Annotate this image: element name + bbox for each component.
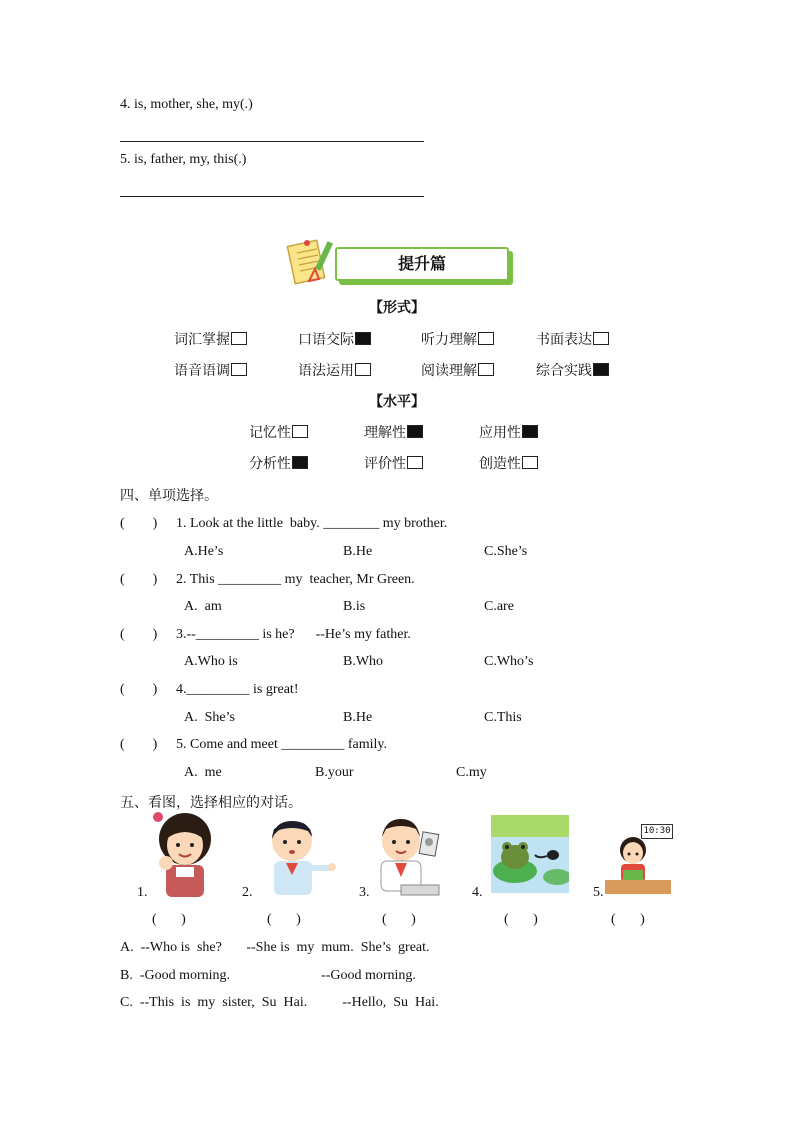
part5-title: 五、看图，选择相应的对话。 — [120, 795, 302, 811]
checkbox[interactable] — [522, 456, 538, 469]
answer-line-4[interactable] — [120, 141, 424, 142]
section-header — [289, 237, 513, 287]
checkbox[interactable] — [231, 363, 247, 376]
level-item-3[interactable]: 分析性 — [249, 453, 308, 473]
q4-option-c[interactable]: C.This — [484, 710, 522, 725]
picture-1-paren[interactable]: ( ) — [152, 912, 186, 927]
clock-display: 10:30 — [641, 824, 673, 839]
q3-stem: 3.--_________ is he? --He’s my father. — [176, 627, 411, 642]
q3-option-b[interactable]: B.Who — [343, 654, 384, 669]
picture-4-paren[interactable]: ( ) — [504, 912, 538, 927]
q5-option-c[interactable]: C.my — [456, 765, 487, 780]
picture-1-number: 1. — [137, 885, 148, 900]
checkbox-checked[interactable] — [355, 332, 371, 345]
q1-stem: 1. Look at the little baby. ________ my brother. — [176, 516, 448, 531]
form-label: 【形式】 — [369, 300, 425, 316]
dialogue-option-c: C. --This is my sister, Su Hai. --Hello, Su Hai. — [120, 995, 439, 1010]
q4-option-a[interactable]: A. She’s — [184, 710, 235, 725]
q2-option-a[interactable]: A. am — [184, 599, 222, 614]
answer-line-5[interactable] — [120, 196, 424, 197]
q4-option-b[interactable]: B.He — [343, 710, 373, 725]
q2-option-c[interactable]: C.are — [484, 599, 514, 614]
section-title: 提升篇 — [397, 254, 446, 273]
picture-5-paren[interactable]: ( ) — [611, 912, 645, 927]
q2-option-b[interactable]: B.is — [343, 599, 366, 614]
q4-stem: 4._________ is great! — [176, 682, 299, 697]
level-item-0[interactable]: 记忆性 — [249, 422, 308, 442]
checkbox[interactable] — [593, 332, 609, 345]
part4-title: 四、单项选择。 — [120, 488, 218, 504]
form-item-2[interactable]: 听力理解 — [421, 329, 494, 349]
question-5-text: 5. is, father, my, this(.) — [120, 152, 247, 167]
level-label: 【水平】 — [369, 394, 425, 410]
q2-stem: 2. This _________ my teacher, Mr Green. — [176, 572, 415, 587]
form-item-4[interactable]: 语音语调 — [174, 360, 247, 380]
q1-paren[interactable]: ( ) — [120, 516, 158, 531]
level-item-4[interactable]: 评价性 — [364, 453, 423, 473]
q5-paren[interactable]: ( ) — [120, 737, 158, 752]
q5-stem: 5. Come and meet _________ family. — [176, 737, 387, 752]
q3-option-a[interactable]: A.Who is — [184, 654, 238, 669]
q5-option-a[interactable]: A. me — [184, 765, 222, 780]
form-item-3[interactable]: 书面表达 — [536, 329, 609, 349]
form-item-5[interactable]: 语法运用 — [298, 360, 371, 380]
q1-option-b[interactable]: B.He — [343, 544, 373, 559]
checkbox[interactable] — [355, 363, 371, 376]
checkbox-checked[interactable] — [407, 425, 423, 438]
checkbox[interactable] — [292, 425, 308, 438]
q3-option-c[interactable]: C.Who’s — [484, 654, 534, 669]
level-item-1[interactable]: 理解性 — [364, 422, 423, 442]
checkbox-checked[interactable] — [292, 456, 308, 469]
form-item-6[interactable]: 阅读理解 — [421, 360, 494, 380]
q4-paren[interactable]: ( ) — [120, 682, 158, 697]
q5-option-b[interactable]: B.your — [315, 765, 354, 780]
q1-option-c[interactable]: C.She’s — [484, 544, 528, 559]
level-item-2[interactable]: 应用性 — [479, 422, 538, 442]
checkbox[interactable] — [478, 332, 494, 345]
checkbox[interactable] — [478, 363, 494, 376]
boy-with-photo-picture — [371, 815, 441, 897]
picture-3-number: 3. — [359, 885, 370, 900]
picture-2-paren[interactable]: ( ) — [267, 912, 301, 927]
level-item-5[interactable]: 创造性 — [479, 453, 538, 473]
form-item-0[interactable]: 词汇掌握 — [174, 329, 247, 349]
q3-paren[interactable]: ( ) — [120, 627, 158, 642]
frog-pond-picture — [491, 815, 569, 893]
dialogue-option-a: A. --Who is she? --She is my mum. She’s great. — [120, 940, 430, 955]
checkbox-checked[interactable] — [593, 363, 609, 376]
q1-option-a[interactable]: A.He’s — [184, 544, 224, 559]
question-4-text: 4. is, mother, she, my(.) — [120, 97, 253, 112]
checkbox[interactable] — [231, 332, 247, 345]
girl-waving-picture — [152, 811, 218, 897]
boy-pointing-picture — [262, 815, 336, 895]
form-item-1[interactable]: 口语交际 — [298, 329, 371, 349]
picture-2-number: 2. — [242, 885, 253, 900]
checkbox[interactable] — [407, 456, 423, 469]
picture-4-number: 4. — [472, 885, 483, 900]
picture-5-number: 5. — [593, 885, 604, 900]
form-item-7[interactable]: 综合实践 — [536, 360, 609, 380]
picture-3-paren[interactable]: ( ) — [382, 912, 416, 927]
notepad-pencil-icon — [285, 235, 341, 287]
dialogue-option-b: B. -Good morning. --Good morning. — [120, 968, 416, 983]
girl-reading-clock-picture — [603, 818, 673, 896]
q2-paren[interactable]: ( ) — [120, 572, 158, 587]
checkbox-checked[interactable] — [522, 425, 538, 438]
